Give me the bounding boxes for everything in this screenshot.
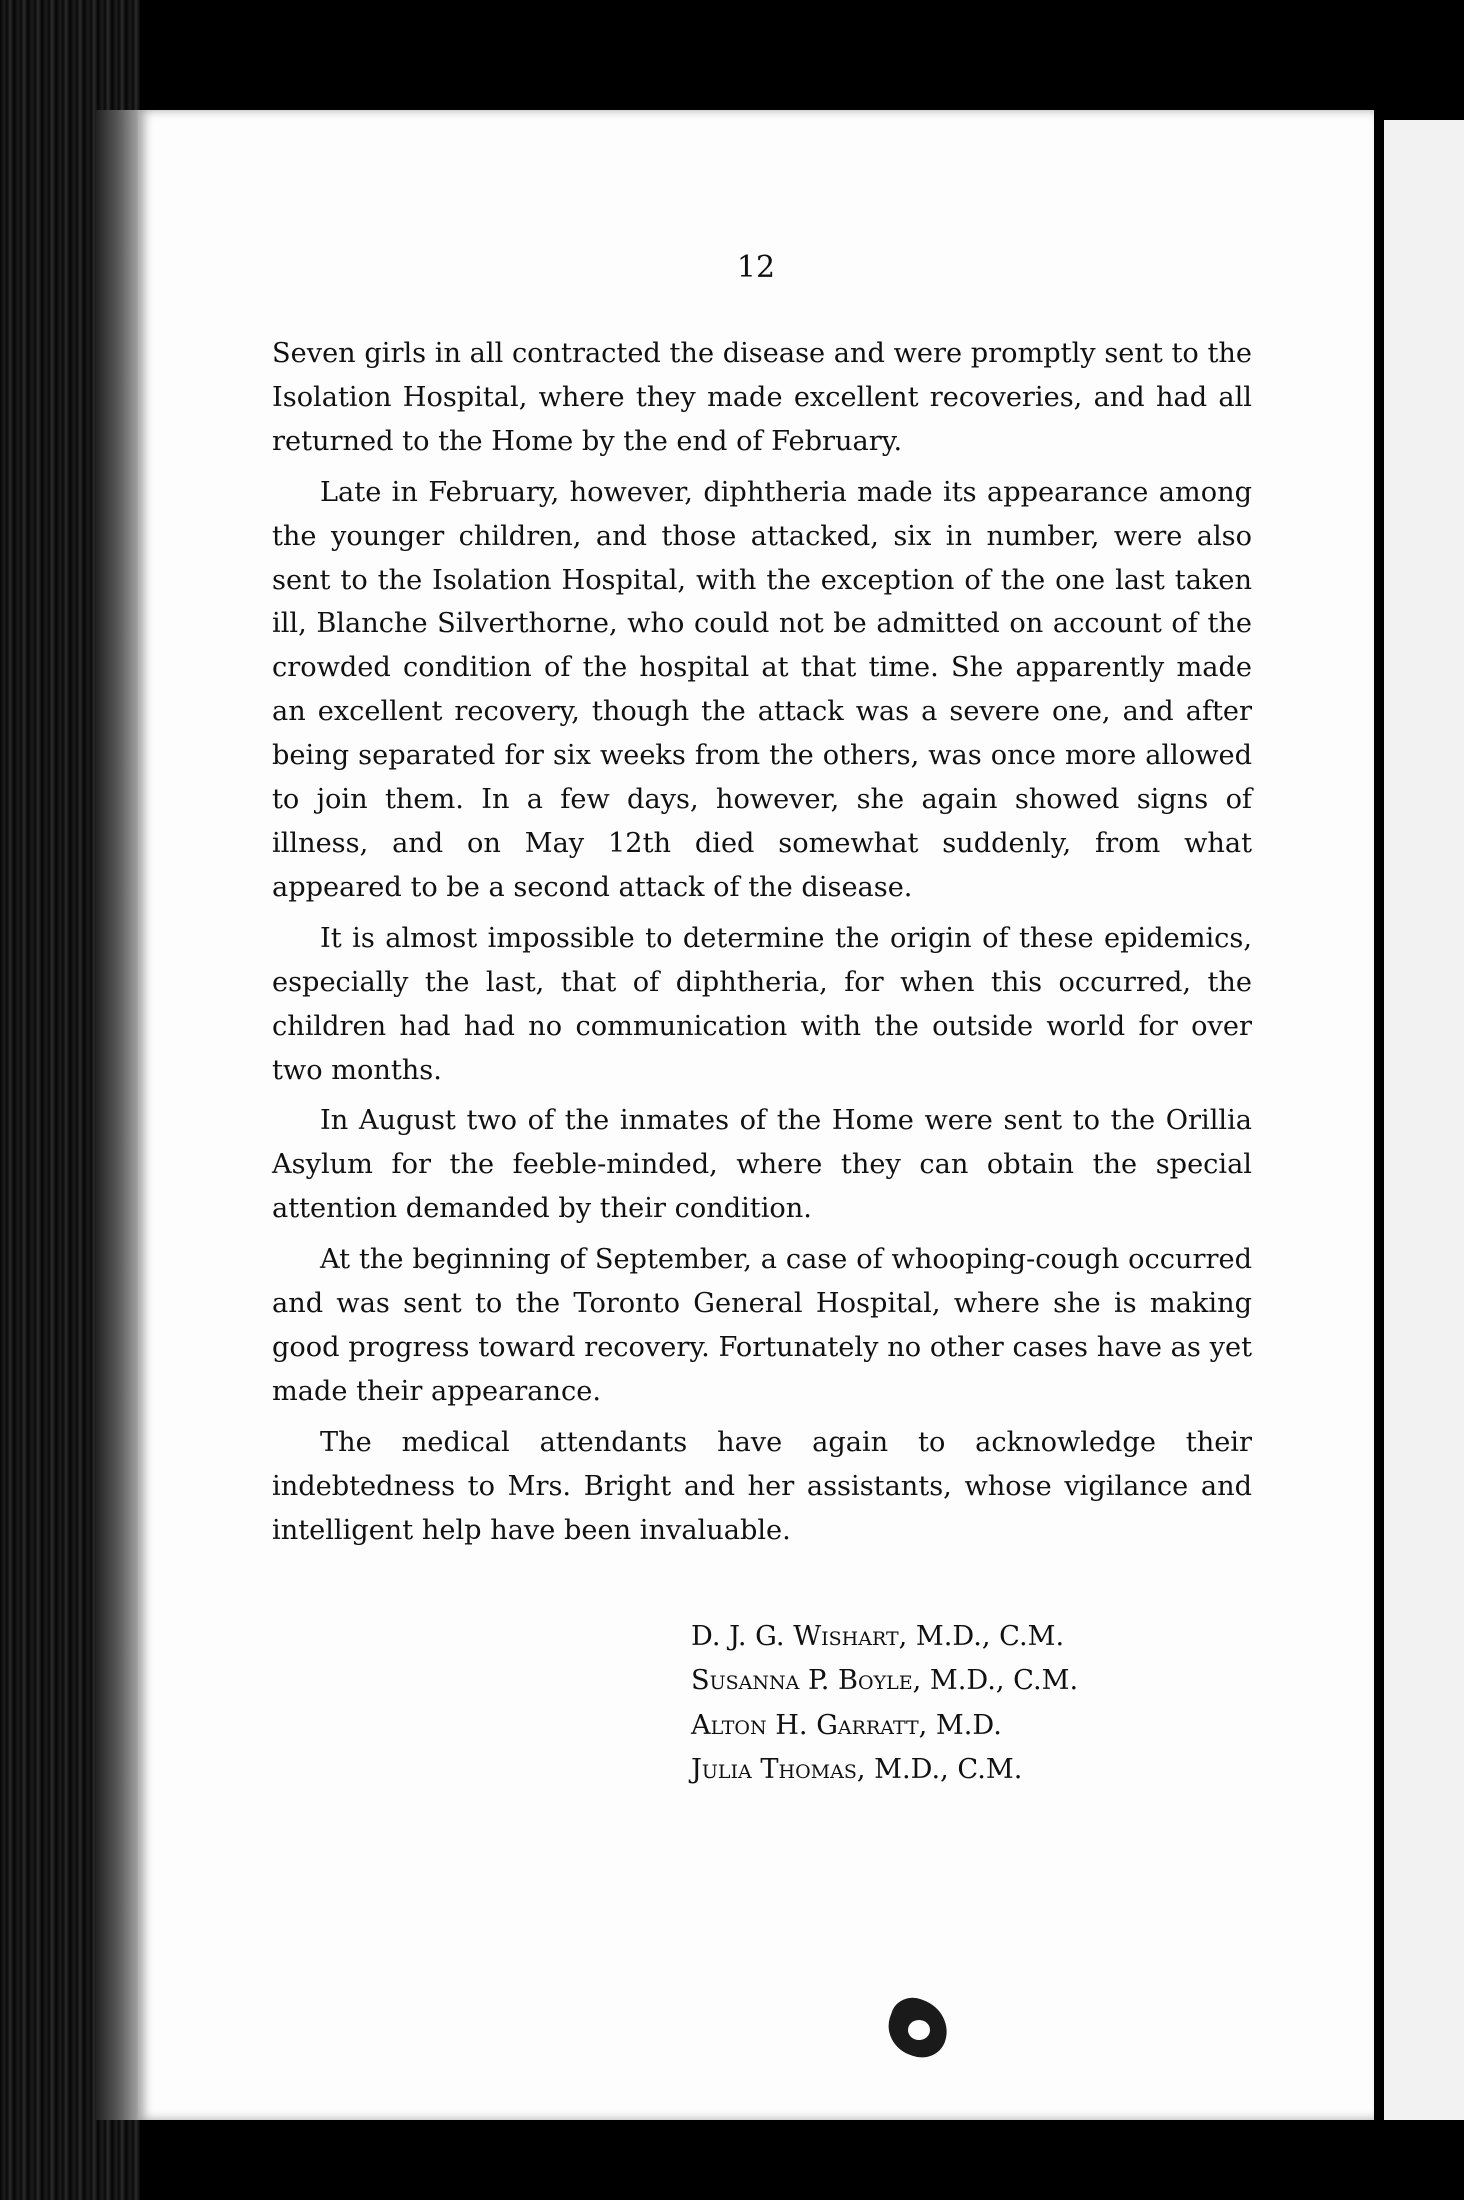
next-page-strip (1384, 120, 1464, 2120)
signature-block (691, 1615, 1078, 1793)
body-text (272, 332, 1252, 1559)
paragraph-1: Seven girls in all contracted the disease and were promptly sent to the Isolation Hospital, where they made excellent recoveries, and had all returned to the Home by the end of February. (272, 338, 1252, 457)
signature-thomas: Julia Thomas, M.D., C.M. (691, 1754, 1023, 1786)
document-page (138, 110, 1374, 2120)
signature-garratt: Alton H. Garratt, M.D. (691, 1709, 1002, 1741)
ink-stain-highlight (908, 2020, 930, 2040)
page-number: 12 (736, 250, 776, 285)
paragraph-4: In August two of the inmates of the Home were sent to the Orillia Asylum for the feeble-minded, where they can obtain the special attention demanded by their condition. (272, 1105, 1252, 1225)
paragraph-3: It is almost impossible to determine the origin of these epidemics, especially the last, that of diphtheria, for when this occurred, the children had had no communication with the outside world for over two months. (272, 922, 1252, 1086)
paragraph-5: At the beginning of September, a case of whooping-cough occurred and was sent to the Toronto General Hospital, where she is making good progress toward recovery. Fortunately no other cases have as yet made their appearance. (272, 1244, 1252, 1407)
paragraph-2: Late in February, however, diphtheria made its appearance among the younger children, and those attacked, six in number, were also sent to the Isolation Hospital, with the exception of the one last taken ill, Blanche Silverthorne, who could not be admitted on account of the crowded condition of the hospital at that time. She apparently made an excellent recovery, though the attack was a severe one, and after being separated for six weeks from the others, was once more allowed to join them. In a few days, however, she again showed signs of illness, and on May 12th died somewhat suddenly, from what appeared to be a second attack of the disease. (272, 476, 1252, 903)
paragraph-6: The medical attendants have again to acknowledge their indebtedness to Mrs. Bright and her assistants, whose vigilance and intelligent help have been invaluable. (272, 1426, 1252, 1546)
signature-boyle: Susanna P. Boyle, M.D., C.M. (691, 1665, 1079, 1697)
signature-wishart: D. J. G. Wishart, M.D., C.M. (691, 1621, 1065, 1652)
